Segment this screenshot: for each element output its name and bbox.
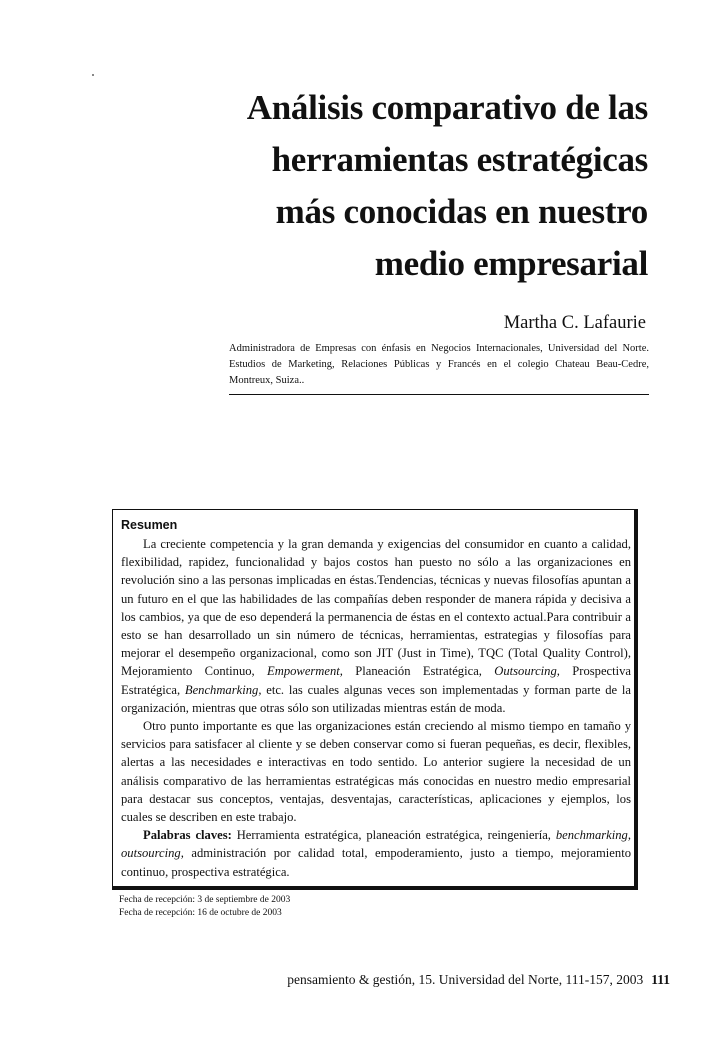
page-footer [278,972,670,988]
keywords-text: administración por calidad total, empoderamiento, justo a tiempo, mejoramiento continuo, prospectiva estratégica. [121,846,631,879]
abstract-paragraph-2: Otro punto importante es que las organizaciones están creciendo al mismo tiempo en tamaño y servicios para satisfacer al cliente y se deben conservar como si fueran pequeñas, es decir, flexibles, alertas a las necesidades e interactivas en todo sentido. Lo anterior sugiere la necesidad de un análisis comparativo de las herramientas estratégicas más conocidas en nuestro medio empresarial para destacar sus conceptos, ventajas, desventajas, características, aplicaciones y ejemplos, los cuales se describen en este trabajo. [121,719,631,825]
reception-date: Fecha de recepción: 3 de septiembre de 2003 [119,895,291,905]
title-line: más conocidas en nuestro [275,192,648,231]
title-line: herramientas estratégicas [271,140,648,179]
reception-dates [119,894,419,919]
keywords-italic: benchmarking, outsourcing, [121,828,632,861]
keywords-paragraph [121,826,631,881]
keywords-text: Herramienta estratégica, planeación estratégica, reingeniería, [231,828,556,843]
article-title [240,82,648,290]
author-affiliation: Administradora de Empresas con énfasis en Negocios Internacionales, Universidad del Norte. Estudios de Marketing, Relaciones Públicas y Francés en el colegio Chateau Beau-Cedre, Montreux, Suiza.. [229,341,649,395]
title-line: medio empresarial [374,244,648,283]
reception-date: Fecha de recepción: 16 de octubre de 2003 [119,907,282,918]
page-number: 111 [651,972,670,987]
abstract-italic-term: Empowerment, [267,664,343,679]
abstract-text: Prospectiva Estratégica, [121,664,632,697]
title-line: Análisis comparativo de las [246,88,648,127]
abstract-text: etc. las cuales algunas veces son implementadas y forman parte de la organización, mientras que otras sólo son utilizadas mientras están de moda. [121,682,631,715]
abstract-paragraph-1 [121,535,631,717]
abstract-text: Planeación Estratégica, [342,664,495,679]
abstract-italic-term: Benchmarking, [184,682,262,697]
abstract-box [112,509,638,890]
abstract-italic-term: Outsourcing, [494,664,560,679]
abstract-heading: Resumen [121,518,178,532]
keywords-label: Palabras claves: [143,828,232,843]
scan-speck [92,74,94,76]
author-name: Martha C. Lafaurie [503,313,646,333]
abstract-text: La creciente competencia y la gran demanda y exigencias del consumidor en cuanto a calidad, flexibilidad, rapidez, funcionalidad y bajos costos han puesto no sólo a las organizaciones en revolución sino a las personas implicadas en éstas.Tendencias, técnicas y nuevas filosofías apuntan a un futuro en el que las habilidades de las compañías deben responder de manera rápida y decisiva a los cambios, ya que de eso dependerá la permanencia de éstas en el contexto actual.Para contribuir a esto se han desarrollado un sin número de técnicas, herramientas, estrategias y filosofías para mejorar el desempeño organizacional, como son JIT (Just in Time), TQC (Total Quality Control), Mejoramiento Continuo, [121,537,631,679]
journal-citation: pensamiento & gestión, 15. Universidad del Norte, 111-157, 2003 [287,972,644,987]
